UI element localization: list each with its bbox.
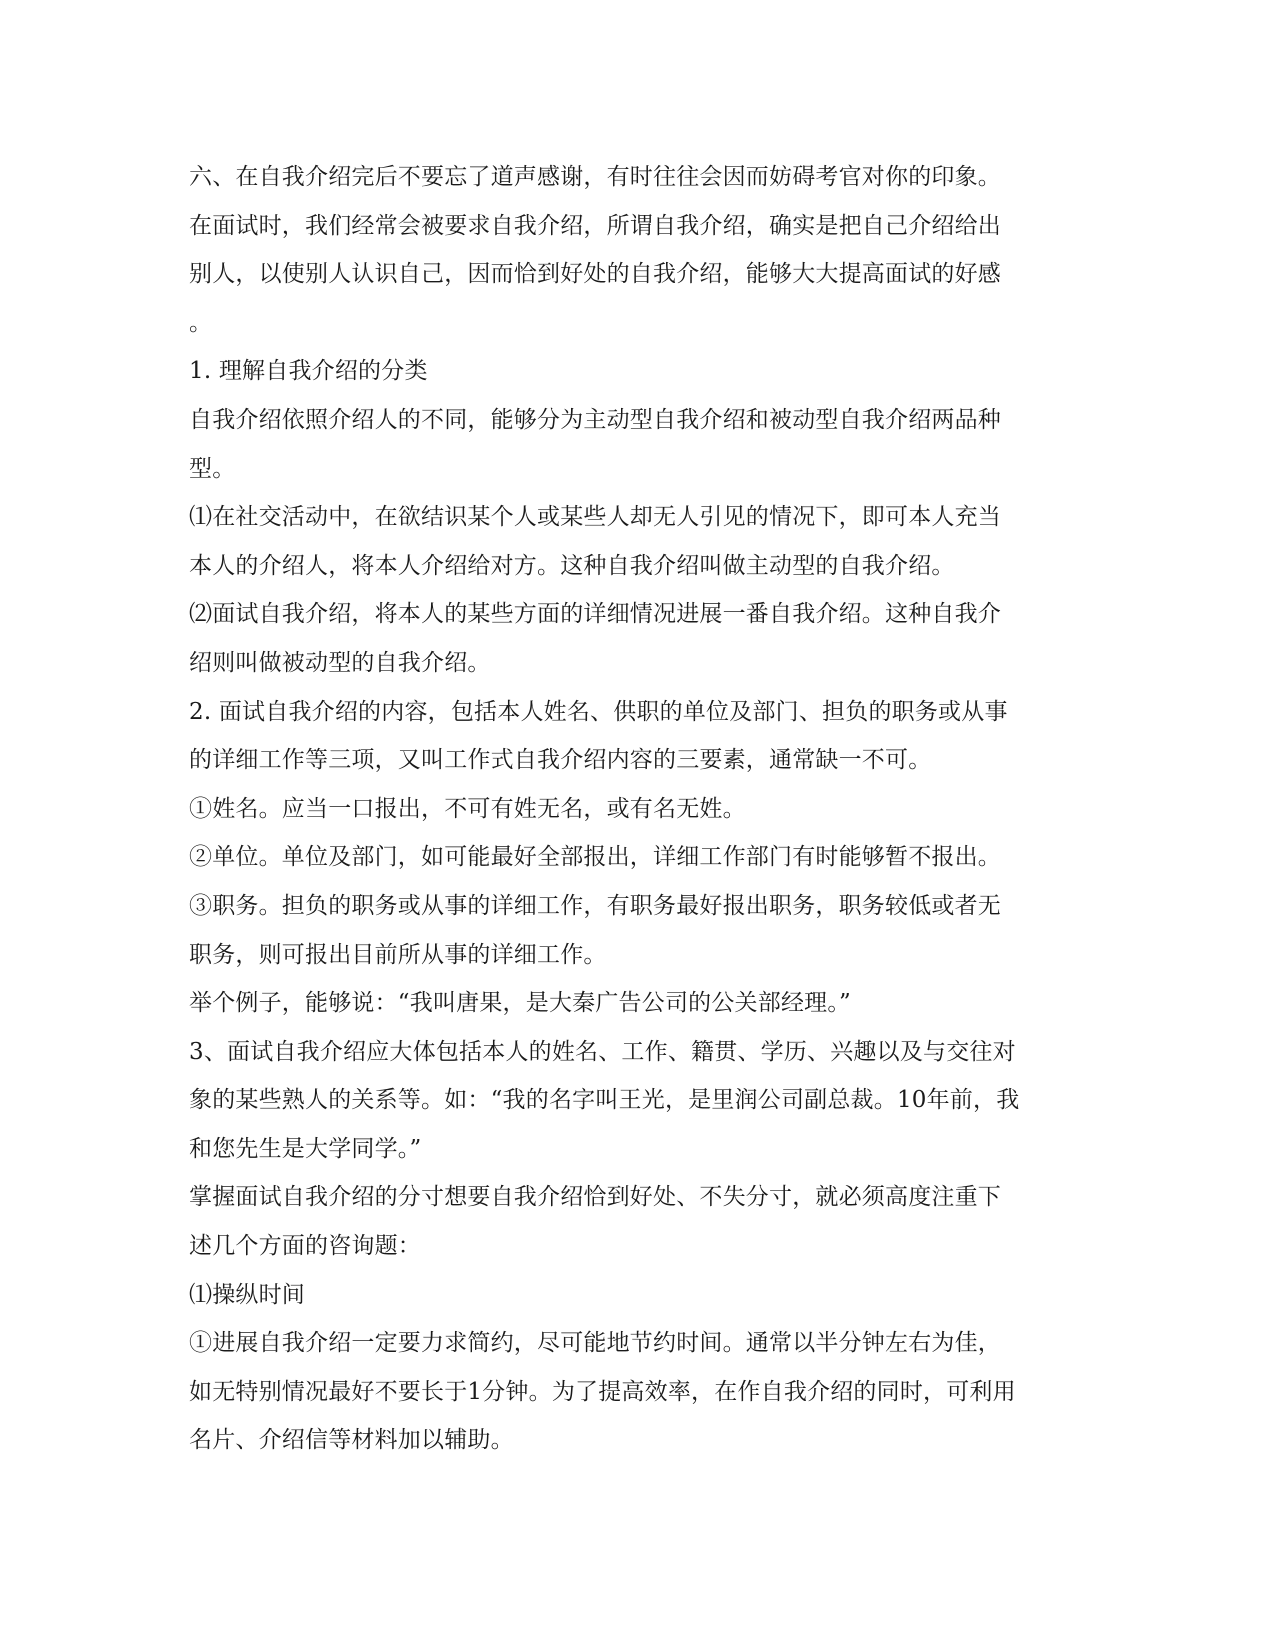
section-heading: 2. 面试自我介绍的内容，包括本人姓名、供职的单位及部门、担负的职务或从事: [189, 698, 1008, 725]
text-line: 如无特别情况最好不要长于1分钟。为了提高效率，在作自我介绍的同时，可利用: [189, 1378, 1016, 1405]
list-item: ①进展自我介绍一定要力求简约，尽可能地节约时间。通常以半分钟左右为佳，: [189, 1330, 1001, 1357]
text-line: ⑵面试自我介绍，将本人的某些方面的详细情况进展一番自我介绍。这种自我介: [189, 601, 1001, 628]
text-line: 在面试时，我们经常会被要求自我介绍，所谓自我介绍，确实是把自己介绍给出: [189, 212, 1001, 239]
subsection-heading: ⑴操纵时间: [189, 1281, 305, 1308]
text-line: 名片、介绍信等材料加以辅助。: [189, 1427, 514, 1454]
text-line: 别人，以使别人认识自己，因而恰到好处的自我介绍，能够大大提高面试的好感: [189, 261, 1001, 288]
document-body: [189, 153, 1089, 1465]
text-line: 型。: [189, 455, 236, 482]
text-line: ⑴在社交活动中，在欲结识某个人或某些人却无人引见的情况下，即可本人充当: [189, 504, 1001, 531]
section-heading: 3、面试自我介绍应大体包括本人的姓名、工作、籍贯、学历、兴趣以及与交往对: [189, 1038, 1016, 1065]
text-line: 掌握面试自我介绍的分寸想要自我介绍恰到好处、不失分寸，就必须高度注重下: [189, 1184, 1001, 1211]
text-line: 六、在自我介绍完后不要忘了道声感谢，有时往往会因而妨碍考官对你的印象。: [189, 164, 1001, 190]
text-line: 举个例子，能够说：“我叫唐果，是大秦广告公司的公关部经理。”: [189, 990, 852, 1017]
text-line: 的详细工作等三项，又叫工作式自我介绍内容的三要素，通常缺一不可。: [189, 747, 932, 774]
section-heading: 1. 理解自我介绍的分类: [189, 358, 428, 385]
text-line: 自我介绍依照介绍人的不同，能够分为主动型自我介绍和被动型自我介绍两品种: [189, 406, 1001, 433]
text-line: 。: [189, 309, 213, 336]
list-item: ①姓名。应当一口报出，不可有姓无名，或有名无姓。: [189, 795, 746, 822]
text-line: 本人的介绍人，将本人介绍给对方。这种自我介绍叫做主动型的自我介绍。: [189, 552, 955, 579]
text-line: 述几个方面的咨询题：: [189, 1233, 421, 1260]
text-line: 职务，则可报出目前所从事的详细工作。: [189, 941, 607, 968]
text-line: 和您先生是大学同学。”: [189, 1135, 422, 1162]
text-line: 绍则叫做被动型的自我介绍。: [189, 649, 491, 676]
list-item: ③职务。担负的职务或从事的详细工作，有职务最好报出职务，职务较低或者无: [189, 892, 1001, 919]
text-line: 象的某些熟人的关系等。如：“我的名字叫王光，是里润公司副总裁。10年前，我: [189, 1087, 1020, 1114]
list-item: ②单位。单位及部门，如可能最好全部报出，详细工作部门有时能够暂不报出。: [189, 844, 1001, 871]
